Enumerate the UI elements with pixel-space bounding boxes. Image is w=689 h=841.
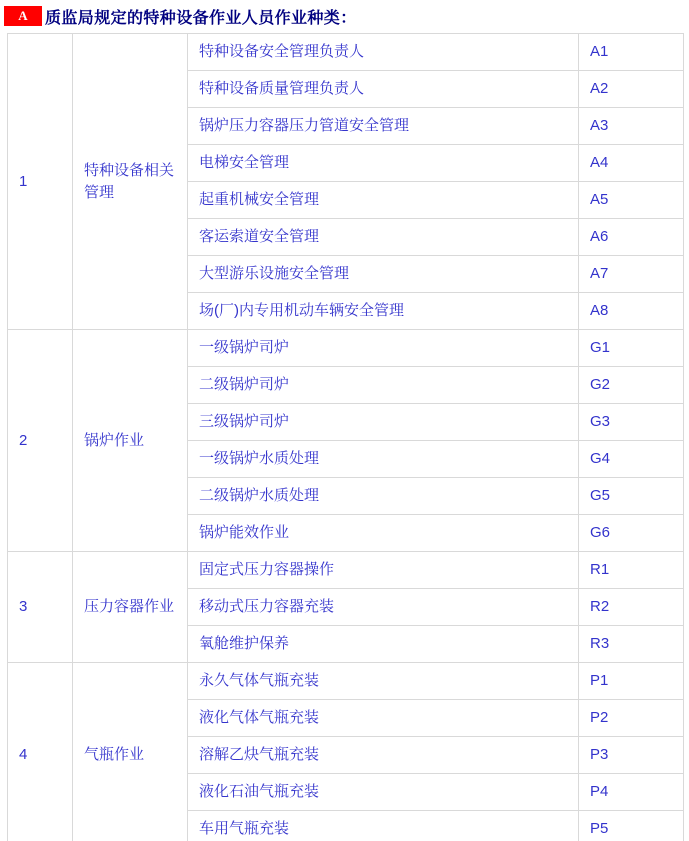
job-name-cell: 液化石油气瓶充装	[188, 774, 579, 811]
job-name-cell: 场(厂)内专用机动车辆安全管理	[188, 293, 579, 330]
job-name-cell: 电梯安全管理	[188, 145, 579, 182]
job-code-cell: R1	[579, 552, 684, 589]
group-number-cell: 4	[8, 663, 73, 841]
job-name-cell: 大型游乐设施安全管理	[188, 256, 579, 293]
page-title: 质监局规定的特种设备作业人员作业种类：	[45, 9, 357, 27]
group-category-cell: 特种设备相关管理	[73, 34, 188, 330]
group-category-cell: 气瓶作业	[73, 663, 188, 841]
table-body	[8, 34, 684, 841]
job-name-cell: 移动式压力容器充装	[188, 589, 579, 626]
job-name-cell: 一级锅炉水质处理	[188, 441, 579, 478]
group-category-cell: 压力容器作业	[73, 552, 188, 663]
job-categories-table	[7, 33, 684, 841]
job-code-cell: G6	[579, 515, 684, 552]
job-name-cell: 氧舱维护保养	[188, 626, 579, 663]
job-name-cell: 锅炉能效作业	[188, 515, 579, 552]
page-header	[0, 0, 689, 26]
job-name-cell: 溶解乙炔气瓶充装	[188, 737, 579, 774]
job-code-cell: G5	[579, 478, 684, 515]
job-name-cell: 二级锅炉司炉	[188, 367, 579, 404]
table-row	[8, 34, 684, 71]
section-badge: A	[4, 6, 42, 26]
job-code-cell: A5	[579, 182, 684, 219]
job-code-cell: A3	[579, 108, 684, 145]
table-row	[8, 663, 684, 700]
job-code-cell: G2	[579, 367, 684, 404]
group-number-cell: 2	[8, 330, 73, 552]
job-name-cell: 特种设备质量管理负责人	[188, 71, 579, 108]
job-code-cell: G1	[579, 330, 684, 367]
job-name-cell: 起重机械安全管理	[188, 182, 579, 219]
table-row	[8, 552, 684, 589]
job-code-cell: A4	[579, 145, 684, 182]
group-category-cell: 锅炉作业	[73, 330, 188, 552]
job-code-cell: P5	[579, 811, 684, 841]
job-name-cell: 永久气体气瓶充装	[188, 663, 579, 700]
job-code-cell: R3	[579, 626, 684, 663]
job-name-cell: 客运索道安全管理	[188, 219, 579, 256]
job-name-cell: 一级锅炉司炉	[188, 330, 579, 367]
job-name-cell: 锅炉压力容器压力管道安全管理	[188, 108, 579, 145]
job-code-cell: A6	[579, 219, 684, 256]
group-number-cell: 1	[8, 34, 73, 330]
job-name-cell: 液化气体气瓶充装	[188, 700, 579, 737]
group-number-cell: 3	[8, 552, 73, 663]
job-code-cell: A7	[579, 256, 684, 293]
job-name-cell: 二级锅炉水质处理	[188, 478, 579, 515]
job-code-cell: A2	[579, 71, 684, 108]
job-code-cell: P2	[579, 700, 684, 737]
job-name-cell: 车用气瓶充装	[188, 811, 579, 841]
job-code-cell: A8	[579, 293, 684, 330]
job-name-cell: 固定式压力容器操作	[188, 552, 579, 589]
job-code-cell: P3	[579, 737, 684, 774]
job-code-cell: P4	[579, 774, 684, 811]
job-code-cell: A1	[579, 34, 684, 71]
table-row	[8, 330, 684, 367]
job-code-cell: P1	[579, 663, 684, 700]
job-code-cell: R2	[579, 589, 684, 626]
job-code-cell: G3	[579, 404, 684, 441]
job-name-cell: 三级锅炉司炉	[188, 404, 579, 441]
job-name-cell: 特种设备安全管理负责人	[188, 34, 579, 71]
job-code-cell: G4	[579, 441, 684, 478]
